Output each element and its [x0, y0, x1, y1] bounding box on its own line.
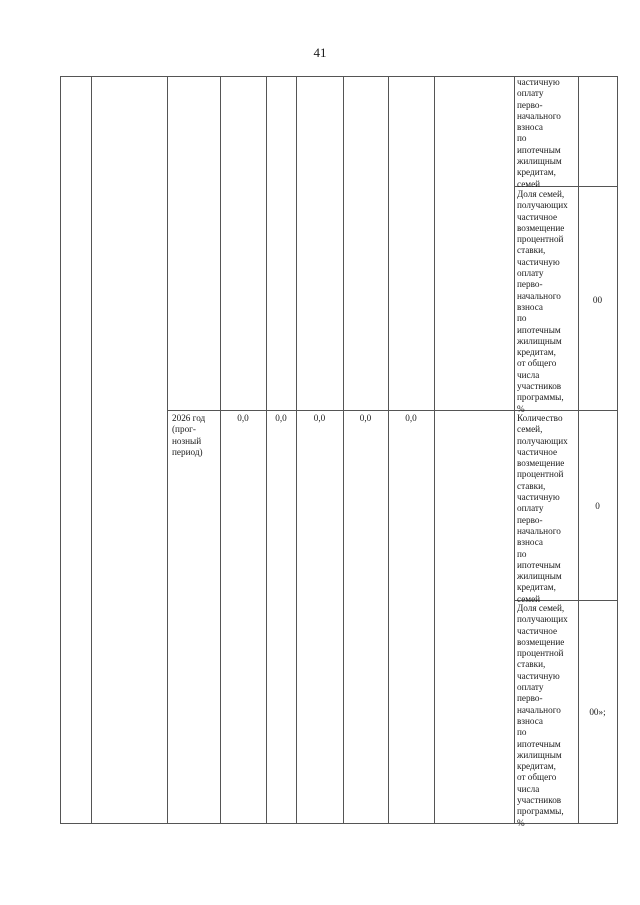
column-divider	[167, 76, 168, 824]
value-cell: 0,0	[405, 413, 417, 423]
value-cell: 0,0	[313, 413, 326, 423]
value-cell: 0,0	[359, 413, 372, 423]
indicator-value: 00	[592, 295, 603, 305]
page-number: 41	[313, 45, 327, 60]
column-divider	[296, 76, 297, 824]
indicator-value: 0	[595, 501, 600, 511]
column-divider	[220, 76, 221, 824]
year-cell: 2026 год (прог- нозный период)	[172, 413, 206, 457]
column-divider	[266, 76, 267, 824]
value-cell: 0,0	[237, 413, 249, 423]
value-cell: 0,0	[275, 413, 287, 423]
budget-table	[60, 76, 618, 828]
indicator-description: Количество семей, получающих частичное возмещение процентной ставки, частичную оплату перво- начального взноса по ипотечным жилищным кредитам, семей	[517, 413, 568, 604]
table-border-right	[617, 76, 618, 824]
column-divider	[514, 76, 515, 824]
indicator-description: частичную оплату перво- начального взноса по ипотечным жилищным кредитам, семей	[517, 77, 562, 189]
column-divider	[91, 76, 92, 824]
column-divider	[388, 76, 389, 824]
column-divider	[434, 76, 435, 824]
indicator-description: Доля семей, получающих частичное возмещение процентной ставки, частичную оплату перво- начального взноса по ипотечным жилищным кредитам, от общего числа участников программы, %	[517, 603, 568, 828]
column-divider	[343, 76, 344, 824]
table-border-left	[60, 76, 61, 824]
indicator-description: Доля семей, получающих частичное возмещение процентной ставки, частичную оплату перво- начального взноса по ипотечным жилищным кредитам, от общего числа участников программы, %	[517, 189, 568, 414]
indicator-value: 00»;	[589, 707, 606, 717]
